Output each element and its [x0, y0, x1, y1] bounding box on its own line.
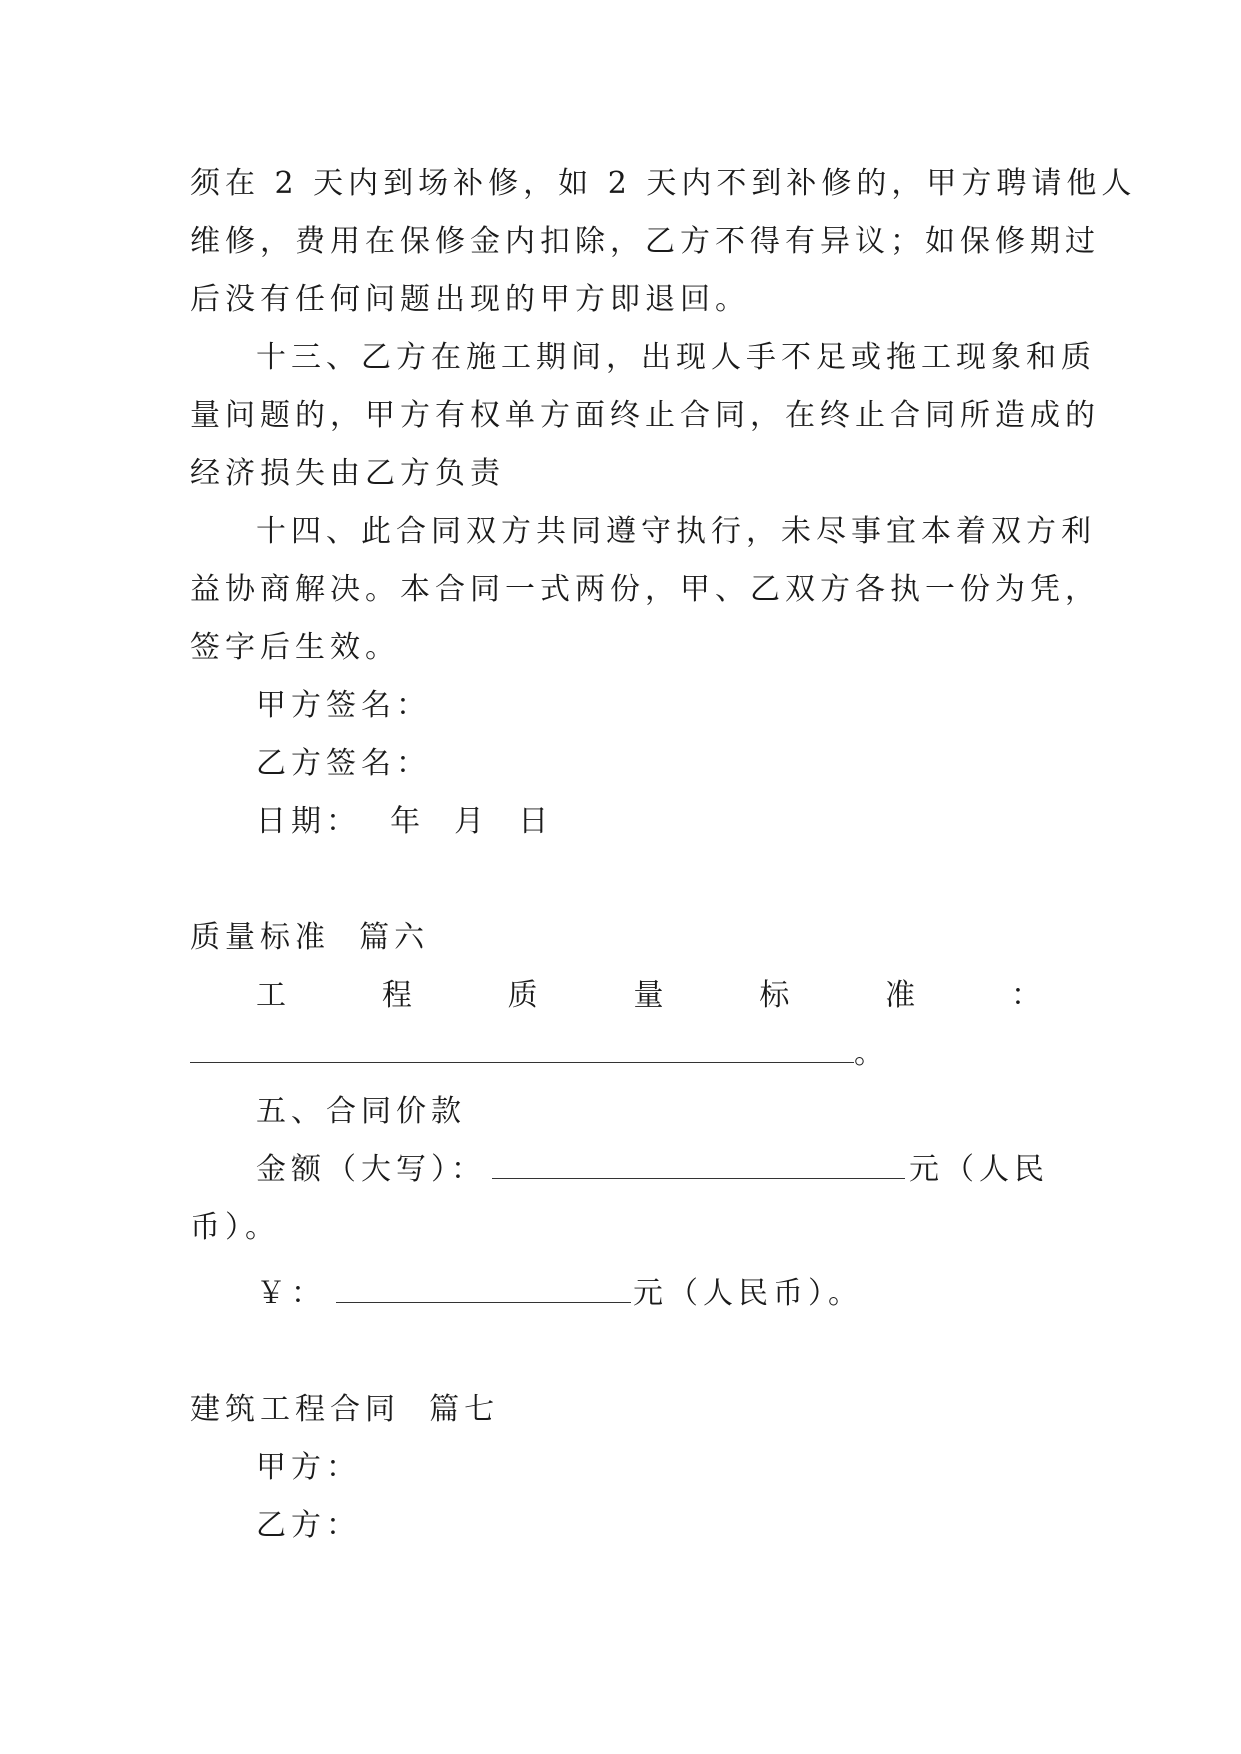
label-char: ： [1010, 978, 1046, 1013]
fill-in-blank[interactable] [190, 1040, 854, 1063]
paragraph-line: 后没有任何问题出现的甲方即退回。 [190, 282, 750, 317]
label-char: 标 [759, 978, 795, 1013]
party-a-signature: 甲方签名： [256, 688, 431, 723]
clause-13-line: 经济损失由乙方负责 [190, 456, 505, 491]
quality-standard-label [190, 967, 1052, 1025]
contract-price-heading: 五、合同价款 [256, 1094, 466, 1129]
amount-label: 金额（大写）： [256, 1152, 486, 1187]
amount-unit: 元（人民 [909, 1152, 1049, 1187]
quality-standard-blank-line [190, 1025, 1052, 1083]
section-6-heading: 质量标准 篇六 [190, 920, 430, 955]
amount-blank[interactable] [492, 1156, 905, 1179]
paragraph-line: 须在 2 天内到场补修，如 2 天内不到补修的，甲方聘请他人 [190, 166, 1137, 201]
label-char: 程 [381, 978, 417, 1013]
yen-label: ￥： [256, 1276, 326, 1311]
clause-14-line: 签字后生效。 [190, 630, 400, 665]
yen-blank[interactable] [336, 1280, 631, 1303]
clause-14-line: 十四、此合同双方共同遵守执行，未尽事宜本着双方利 [256, 514, 1096, 549]
label-char: 准 [885, 978, 921, 1013]
label-char: 质 [507, 978, 543, 1013]
yen-amount-line [190, 1265, 1052, 1323]
section-spacer [190, 851, 1052, 909]
clause-13-line: 量问题的，甲方有权单方面终止合同，在终止合同所造成的 [190, 398, 1100, 433]
amount-unit-continued: 币）。 [190, 1210, 280, 1245]
section-spacer [190, 1323, 1052, 1381]
label-char: 工 [256, 978, 291, 1013]
party-b-label: 乙方： [256, 1508, 361, 1543]
label-char: 量 [633, 978, 669, 1013]
signature-date: 日期： 年 月 日 [256, 804, 554, 839]
party-a-label: 甲方： [256, 1450, 361, 1485]
yen-unit: 元（人民币）。 [633, 1276, 863, 1311]
full-stop: 。 [854, 1036, 889, 1071]
clause-13-line: 十三、乙方在施工期间，出现人手不足或拖工现象和质 [256, 340, 1096, 375]
paragraph-line: 维修，费用在保修金内扣除，乙方不得有异议；如保修期过 [190, 224, 1100, 259]
document-page [190, 155, 1137, 1555]
party-b-signature: 乙方签名： [256, 746, 431, 781]
section-7-heading: 建筑工程合同 篇七 [190, 1392, 500, 1427]
clause-14-line: 益协商解决。本合同一式两份，甲、乙双方各执一份为凭， [190, 572, 1100, 607]
amount-line [190, 1141, 1052, 1199]
